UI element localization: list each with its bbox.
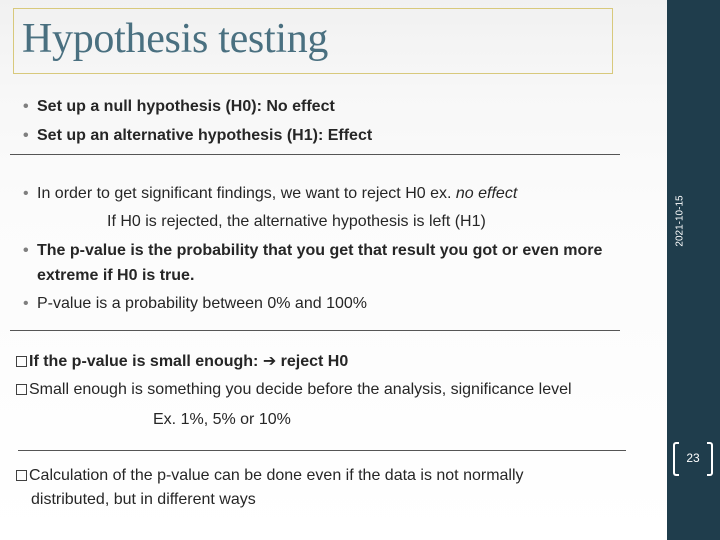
slide-title: Hypothesis testing	[22, 16, 329, 62]
page-number: 23	[686, 451, 700, 465]
reject-h0-prefix: If the p-value is small enough:	[29, 353, 263, 370]
p-value-definition-line-1: The p-value is the probability that you get that result you got or even more	[37, 242, 603, 259]
box-item-significance-level	[16, 380, 572, 400]
checkbox-square-icon	[16, 384, 27, 395]
slide-date: 2021-10-15	[674, 195, 686, 247]
bullet-dot: •	[23, 242, 29, 259]
bullet-dot: •	[23, 127, 29, 144]
bullet-p-value-definition	[23, 241, 602, 261]
calculation-line-2: distributed, but in different ways	[31, 491, 256, 508]
checkbox-square-icon	[16, 470, 27, 481]
box-item-reject-h0	[16, 352, 348, 372]
divider-2	[10, 330, 620, 331]
no-effect-emphasis: no effect	[455, 185, 518, 202]
h0-rejected-subline: If H0 is rejected, the alternative hypothesis is left (H1)	[107, 213, 486, 230]
significance-examples: Ex. 1%, 5% or 10%	[153, 411, 291, 428]
bullet-p-value-range	[23, 294, 367, 314]
bullet-significant-findings	[23, 184, 517, 204]
bullet-dot: •	[23, 295, 29, 312]
divider-3	[18, 450, 626, 451]
bullet-null-hypothesis	[23, 97, 335, 117]
checkbox-square-icon	[16, 356, 27, 367]
alternative-hypothesis-text: Set up an alternative hypothesis (H1): Effect	[37, 127, 373, 144]
p-value-range-text: P-value is a probability between 0% and 100%	[37, 295, 367, 312]
right-arrow-icon: ➔	[262, 353, 277, 370]
reject-h0-suffix: reject H0	[276, 353, 349, 370]
divider-1	[10, 154, 620, 155]
box-item-calculation	[16, 466, 524, 486]
significance-level-text: Small enough is something you decide before the analysis, significance level	[29, 381, 572, 398]
p-value-definition-line-2: extreme if H0 is true.	[37, 267, 195, 284]
page-number-badge	[673, 442, 713, 476]
bullet-dot: •	[23, 185, 29, 202]
bullet-alternative-hypothesis	[23, 126, 372, 146]
calculation-line-1: Calculation of the p-value can be done even if the data is not normally	[29, 467, 524, 484]
significant-findings-text: In order to get significant findings, we want to reject H0 ex.	[37, 185, 456, 202]
bullet-dot: •	[23, 98, 29, 115]
null-hypothesis-text: Set up a null hypothesis (H0): No effect	[37, 98, 335, 115]
